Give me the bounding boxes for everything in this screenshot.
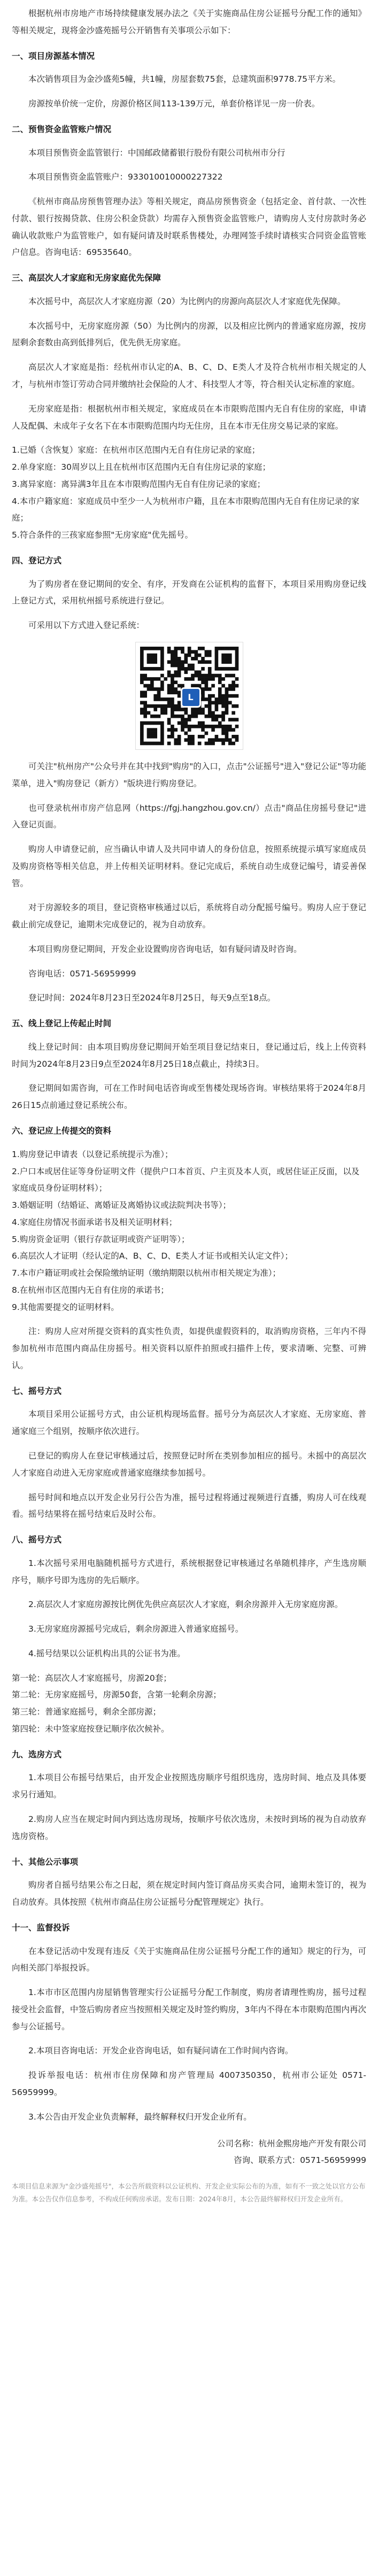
section-paragraph: 3.无房家庭房源摇号完成后，剩余房源进入普通家庭摇号。	[28, 1624, 244, 1634]
section-paragraph: 在本登记活动中发现有违反《关于实施商品住房公证摇号分配工作的通知》规定的行为，可向相关部门举报投诉。	[12, 1946, 366, 1973]
section	[12, 1123, 366, 1375]
section-paragraph: 3.本公告由开发企业负责解释，最终解释权归开发企业所有。	[28, 2112, 252, 2122]
list-item: 第一轮：高层次人才家庭摇号，房源20套；	[12, 1673, 172, 1683]
section-heading: 七、摇号方式	[12, 1386, 62, 1396]
section-paragraph: 1.本次摇号采用电脑随机摇号方式进行，系统根据登记审核通过名单随机排序，产生选房顺序号，顺序号即为选房的先后顺序。	[12, 1558, 366, 1585]
qr-logo-icon: L	[181, 687, 201, 708]
section-paragraph: 4.摇号结果以公证机构出具的公证书为准。	[28, 1648, 186, 1658]
section-paragraph: 本项目预售资金监管账户：933010010000227322	[28, 172, 223, 182]
footer-note: 本项目信息来源为"金沙盛苑摇号"，本公告所载资料以公证机构、开发企业实际公布的为准，如有不一致之处以官方公布为准。本公告仅作信息参考，不构成任何购房承诺。发布日期：2024年8月，本公告最终解释权归开发企业所有。	[12, 2182, 366, 2203]
section	[12, 1854, 366, 1911]
section-paragraph: 为了购房者在登记期间的安全、有序，开发商在公证机构的监督下，本项目采用购房登记线上登记方式，采用杭州摇号系统进行登记。	[12, 579, 366, 606]
sections-part-2	[12, 1015, 366, 2125]
list-item: 4.家庭住房情况书面承诺书及相关证明材料；	[12, 1217, 178, 1227]
section-paragraph: 无房家庭是指：根据杭州市相关规定，家庭成员在本市限购范围内无自有住房的家庭，申请人及配偶、未成年子女名下在本市限购范围内均无住房，且在本市无住房交易记录的家庭。	[12, 404, 366, 431]
section-paragraph: 本项目预售资金监管银行：中国邮政储蓄银行股份有限公司杭州市分行	[28, 148, 286, 158]
section-paragraph: 摇号时间和地点以开发企业另行公告为准，摇号过程将通过视频进行直播，购房人可在线观看。摇号结果将在摇号结束后及时公布。	[12, 1492, 366, 1519]
section-heading: 四、登记方式	[12, 555, 62, 565]
section-heading: 九、选房方式	[12, 1749, 62, 1759]
registration-details	[12, 758, 366, 1007]
section-heading: 十、其他公示事项	[12, 1857, 79, 1867]
section-paragraph: 1.本项目公布摇号结果后，由开发企业按照选房顺序号组织选房，选房时间、地点及具体要求另行通知。	[12, 1773, 366, 1800]
list-item: 8.在杭州市区范围内无自有住房的承诺书；	[12, 1285, 169, 1295]
list-item: 7.本市户籍证明或社会保险缴纳证明（缴纳期限以杭州市相关规定为准）；	[12, 1268, 281, 1278]
section-paragraph: 房源按单价统一定价，房源价格区间113-139万元，单套价格详见一房一价表。	[28, 99, 320, 109]
section-paragraph: 登记期间如需咨询，可在工作时间电话咨询或至售楼处现场咨询。审核结果将于2024年8月26日15点前通过登记系统公布。	[12, 1083, 366, 1111]
section-paragraph: 投诉举报电话：杭州市住房保障和房产管理局 4007350350，杭州市公证处 0571-56959999。	[12, 2070, 366, 2097]
section-paragraph: 高层次人才家庭是指：经杭州市认定的A、B、C、D、E类人才及符合杭州市相关规定的人才，与杭州市签订劳动合同并缴纳社会保险的人才、科技型人才等，符合相关认定标准的家庭。	[12, 362, 366, 390]
list-item: 3.婚姻证明（结婚证、离婚证及离婚协议或法院判决书等）；	[12, 1200, 232, 1211]
registration-paragraph: 对于房源较多的项目，登记资格审核通过以后，系统将自动分配摇号编号。购房人应于登记截止前完成登记，逾期未完成登记的，视为自动放弃。	[12, 903, 366, 930]
section-list	[12, 1146, 366, 1316]
registration-paragraph: 本项目购房登记期间，开发企业设置购房咨询电话，如有疑问请及时咨询。	[28, 944, 302, 954]
section-paragraph: 《杭州市商品房预售管理办法》等相关规定，商品房预售资金（包括定金、首付款、一次性付款、银行按揭贷款、住房公积金贷款）均需存入预售资金监管账户，请购房人支付房款时务必确认收款账户为监管账户，如有疑问请及时联系售楼处，办理网签手续时请核实合同资金监管账户信息。咨询电话：69535640。	[12, 197, 366, 258]
qr-code[interactable]	[135, 642, 243, 750]
section	[12, 121, 366, 261]
list-item: 6.高层次人才证明（经认定的A、B、C、D、E类人才证书或相关认定文件）；	[12, 1251, 293, 1261]
intro-paragraph: 根据杭州市房地产市场持续健康发展办法之《关于实施商品住房公证摇号分配工作的通知》等相关规定，现将金沙盛苑摇号公开销售有关事项公示如下：	[12, 9, 366, 35]
list-item: 第二轮：无房家庭摇号，房源50套，含第一轮剩余房源；	[12, 1690, 221, 1700]
section-heading: 十一、监督投诉	[12, 1922, 70, 1933]
section-heading: 一、项目房源基本情况	[12, 51, 95, 61]
section-heading: 五、线上登记上传起止时间	[12, 1019, 112, 1029]
list-item: 4.本市户籍家庭：家庭成员中至少一人为杭州市户籍，且在本市限购范围内无自有住房记录的家庭；	[12, 496, 360, 523]
section-list	[12, 1670, 366, 1738]
qr-code-block	[12, 642, 366, 750]
section-list	[12, 442, 366, 544]
section	[12, 1747, 366, 1845]
contact-phone: 咨询、联系方式：0571-56959999	[234, 2155, 366, 2166]
section-paragraph: 本次摇号中，无房家庭房源（50）为比例内的房源，以及相应比例内的普通家庭房源，按房屋剩余套数由高到低排列后，优先供无房家庭。	[12, 321, 366, 348]
registration-paragraph: 登记时间：2024年8月23日至2024年8月25日，每天9点至18点。	[28, 993, 276, 1003]
section	[12, 1383, 366, 1523]
list-item: 5.购房资金证明（银行存款证明或资产证明等）；	[12, 1234, 190, 1244]
section-paragraph: 已登记的购房人在登记审核通过后，按照登记时所在类别参加相应的摇号。未摇中的高层次人才家庭自动进入无房家庭或普通家庭继续参加摇号。	[12, 1451, 366, 1478]
section	[12, 270, 366, 544]
section	[12, 1532, 366, 1738]
section-paragraph: 可采用以下方式进入登记系统：	[28, 620, 145, 631]
list-item: 3.离异家庭：离异满3年且在本市限购范围内无自有住房记录的家庭；	[12, 479, 266, 489]
section-heading: 八、摇号方式	[12, 1535, 62, 1545]
section-paragraph: 本项目采用公证摇号方式，由公证机构现场监督。摇号分为高层次人才家庭、无房家庭、普通家庭三个组别，按顺序依次进行。	[12, 1409, 366, 1437]
section-heading: 六、登记应上传提交的资料	[12, 1126, 112, 1136]
section-paragraph: 2.购房人应当在规定时间内到达选房现场，按顺序号依次选房，未按时到场的视为自动放弃选房资格。	[12, 1814, 366, 1841]
section-paragraph: 购房者自摇号结果公布之日起，须在规定时间内签订商品房买卖合同，逾期未签订的，视为自动放弃。具体按照《杭州市商品住房公证摇号分配管理规定》执行。	[12, 1880, 366, 1907]
section-paragraph: 本次摇号中，高层次人才家庭房源（20）为比例内的房源向高层次人才家庭优先保障。	[28, 296, 346, 306]
registration-paragraph: 也可登录杭州市房产信息网（https://fgj.hangzhou.gov.cn/）点击"商品住房摇号登记"进入登记页面。	[12, 803, 366, 830]
list-item: 第三轮：普通家庭摇号，剩余全部房源；	[12, 1707, 161, 1717]
section-paragraph: 2.高层次人才家庭房源按比例优先供应高层次人才家庭，剩余房源并入无房家庭房源。	[28, 1600, 343, 1610]
section-paragraph: 线上登记时间：由本项目购房登记期间开始至项目登记结束日，登记通过后，线上上传资料时间为2024年8月23日9点至2024年8月25日18点截止，持续3日。	[12, 1042, 366, 1069]
section	[12, 1015, 366, 1114]
section	[12, 1920, 366, 2126]
section-paragraph: 1.本市市区范围内房屋销售管理实行公证摇号分配工作制度，购房者请理性购房，摇号过程接受社会监督，中签后购房者应当按照相关规定及时签约购房，3年内不得在本市限购范围内再次参与公证摇号。	[12, 1988, 366, 2031]
signature-block	[12, 2136, 366, 2170]
section	[12, 553, 366, 634]
section-paragraph: 注：购房人应对所提交资料的真实性负责，如提供虚假资料的，取消购房资格，三年内不得参加杭州市范围内商品住房摇号。相关资料以原件拍照或扫描件上传，要求清晰、完整、可辨认。	[12, 1326, 366, 1370]
list-item: 2.单身家庭：30周岁以上且在杭州市区范围内无自有住房记录的家庭；	[12, 462, 271, 472]
list-item: 第四轮：未中签家庭按登记顺序依次候补。	[12, 1724, 169, 1734]
sections-part-1	[12, 48, 366, 634]
company-name: 公司名称：杭州金熙房地产开发有限公司	[217, 2138, 366, 2148]
list-item: 9.其他需要提交的证明材料。	[12, 1302, 119, 1312]
section	[12, 48, 366, 113]
registration-paragraph: 可关注"杭州房产"公众号并在其中找到"购房"的入口，点击"公证摇号"进入"登记公证"等功能菜单，进入"购房登记（新方）"版块进行购房登记。	[12, 761, 366, 788]
registration-paragraph: 购房人申请登记前，应当确认申请人及共同申请人的身份信息，按照系统提示填写家庭成员及购房资格等相关信息，并上传相关证明材料。登记完成后，系统自动生成登记编号，请妥善保管。	[12, 844, 366, 888]
list-item: 2.户口本或居住证等身份证明文件（提供户口本首页、户主页及本人页，或居住证正反面，以及家庭成员身份证明材料）；	[12, 1166, 360, 1193]
section-paragraph: 本次销售项目为金沙盛苑5幢，共1幢，房屋套数75套，总建筑面积9778.75平方米。	[28, 74, 341, 84]
section-paragraph: 2.本项目咨询电话：开发企业咨询电话，如有疑问请在工作时间内咨询。	[28, 2046, 294, 2056]
section-heading: 二、预售资金监管账户情况	[12, 124, 112, 134]
registration-paragraph: 咨询电话：0571-56959999	[28, 968, 136, 979]
list-item: 1.购房登记申请表（以登记系统提示为准）；	[12, 1149, 173, 1159]
list-item: 5.符合条件的三孩家庭参照"无房家庭"优先摇号。	[12, 530, 194, 540]
section-heading: 三、高层次人才家庭和无房家庭优先保障	[12, 273, 161, 283]
list-item: 1.已婚（含恢复）家庭：在杭州市区范围内无自有住房记录的家庭；	[12, 445, 260, 455]
